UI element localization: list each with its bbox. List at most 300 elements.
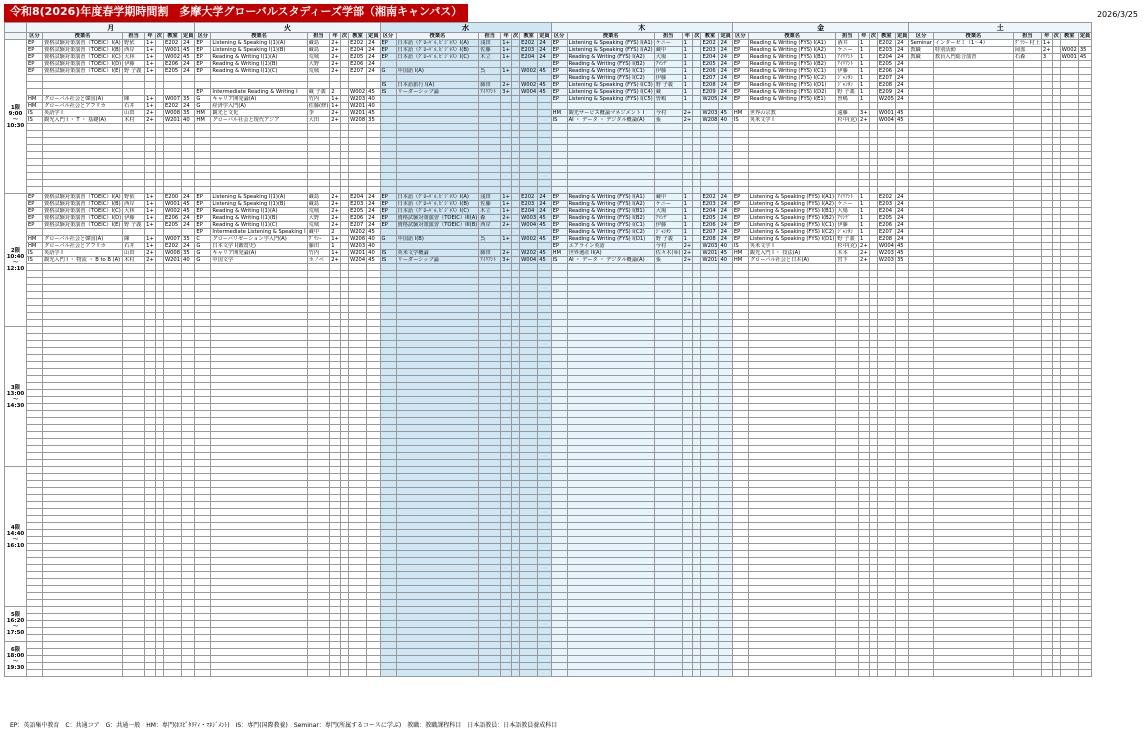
course-cell [1041,341,1052,348]
course-cell [349,397,367,404]
course-cell [909,670,934,677]
course-cell [859,642,870,649]
course-cell [182,509,195,516]
course-cell [164,628,182,635]
course-cell [501,614,512,621]
course-cell [479,614,501,621]
course-cell [836,397,859,404]
course-cell: 大場 [654,54,682,61]
course-cell [682,348,693,355]
course-cell [367,544,380,551]
course-cell [511,558,519,565]
course-cell [349,355,367,362]
course-cell [501,138,512,145]
course-cell [367,481,380,488]
course-cell [654,607,682,614]
column-header: 授業名 [211,33,307,40]
course-cell: 1+ [146,54,154,60]
course-cell [145,432,156,439]
course-cell [732,663,748,670]
course-cell: 世界遺産 II(A) [567,250,654,257]
course-cell [501,670,512,677]
course-cell [1041,579,1052,586]
course-cell [211,565,307,572]
course-cell: グローバリゼーション学入門(A) [211,236,307,243]
course-cell [909,404,934,411]
course-cell [340,159,348,166]
course-cell [654,138,682,145]
course-cell [1052,278,1060,285]
course-cell [859,131,870,138]
course-cell [701,558,719,565]
course-cell: G [380,68,396,75]
course-cell: 24 [895,222,908,229]
course-cell [682,390,693,397]
column-header: 年 [501,33,512,40]
course-cell [1052,222,1060,229]
course-cell [182,166,195,173]
course-cell [732,159,748,166]
course-cell [511,425,519,432]
course-cell [380,509,396,516]
course-cell [27,320,43,327]
course-cell [1013,341,1041,348]
course-cell [895,166,908,173]
course-cell [43,439,123,446]
course-cell [551,565,567,572]
course-cell [1013,166,1041,173]
course-cell [195,530,211,537]
course-cell [1060,103,1078,110]
course-cell: 蔵中 [654,47,682,54]
course-cell [501,656,512,663]
timetable [4,22,1092,677]
course-cell [1052,551,1060,558]
course-cell [1013,194,1041,201]
course-cell [123,516,145,523]
course-cell [195,600,211,607]
course-cell [877,131,895,138]
course-cell [1041,418,1052,425]
course-cell [1078,656,1091,663]
course-cell [145,334,156,341]
course-cell [701,397,719,404]
course-cell [43,593,123,600]
course-cell [182,621,195,628]
course-cell [701,481,719,488]
course-cell [895,600,908,607]
course-cell [330,376,341,383]
course-cell [123,607,145,614]
course-cell: 24 [367,215,380,222]
course-cell [1041,236,1052,243]
course-cell [701,586,719,593]
course-cell [538,180,551,187]
course-cell [682,642,693,649]
course-cell [501,572,512,579]
course-cell [693,124,701,131]
course-cell [182,593,195,600]
course-cell [479,159,501,166]
course-cell [367,299,380,306]
course-cell [145,649,156,656]
course-cell [895,579,908,586]
course-cell [836,530,859,537]
course-cell: グローバル社会と現代アジア [211,117,307,124]
course-cell [1060,250,1078,257]
course-cell: EP [380,222,396,229]
course-cell [511,348,519,355]
course-cell [164,180,182,187]
course-cell [1052,166,1060,173]
course-cell [682,264,693,271]
course-cell [330,334,341,341]
course-cell [836,292,859,299]
course-cell [340,152,348,159]
course-cell: 資格試験対策演習（TOEIC）I(E) [43,222,123,229]
course-cell [1041,362,1052,369]
course-cell: 呉 [479,236,501,243]
course-cell [877,320,895,327]
course-cell: 24 [719,194,732,201]
course-cell [1078,110,1091,117]
course-cell [123,152,145,159]
course-cell [693,285,701,292]
course-cell: EP [195,54,211,61]
course-cell [43,663,123,670]
course-cell [719,299,732,306]
course-cell [145,621,156,628]
course-cell: E207 [701,75,719,82]
course-cell [511,117,519,124]
course-cell [732,313,748,320]
course-cell [719,383,732,390]
course-cell [1052,362,1060,369]
course-cell: 1 [682,222,693,229]
course-cell [164,621,182,628]
course-cell [877,124,895,131]
course-cell [693,404,701,411]
course-cell [869,348,877,355]
course-cell [307,285,330,292]
course-cell [551,425,567,432]
course-cell [859,579,870,586]
course-cell: 2 [330,89,341,96]
course-cell [1060,404,1078,411]
course-cell [909,306,934,313]
course-cell [27,544,43,551]
course-cell [869,194,877,201]
course-cell [682,649,693,656]
course-cell [123,376,145,383]
course-cell [27,488,43,495]
course-cell [164,362,182,369]
course-cell [836,558,859,565]
course-cell [732,488,748,495]
course-cell [895,663,908,670]
course-cell [195,642,211,649]
course-cell [836,586,859,593]
course-cell [511,40,519,47]
course-cell: ｱｲﾘｱﾝﾄ [479,89,501,96]
course-cell [164,607,182,614]
course-cell [1078,250,1091,257]
course-cell [182,558,195,565]
course-cell [1078,628,1091,635]
course-cell: 24 [367,208,380,215]
course-cell [693,642,701,649]
course-cell [340,628,348,635]
course-cell [123,82,145,89]
course-cell [479,544,501,551]
course-cell [330,558,341,565]
course-cell [211,152,307,159]
course-cell [693,593,701,600]
course-cell [367,523,380,530]
course-cell [567,390,654,397]
course-cell [1078,40,1091,47]
course-cell [567,453,654,460]
period-label: 3限 13:00 〜 14:30 [5,327,27,467]
course-cell: Reading & Writing (FYS) I(A2) [567,201,654,208]
course-cell [551,544,567,551]
course-cell [367,264,380,271]
course-cell: 荒城 [307,222,330,229]
course-cell [307,355,330,362]
course-cell [479,243,501,250]
course-cell [551,334,567,341]
course-cell [1013,236,1041,243]
course-cell [43,390,123,397]
course-cell [719,544,732,551]
course-cell [520,600,538,607]
course-cell [1078,138,1091,145]
course-cell [479,138,501,145]
course-cell [27,418,43,425]
course-cell [307,614,330,621]
course-cell [145,425,156,432]
course-cell [836,544,859,551]
course-cell [1052,460,1060,467]
course-cell [511,264,519,271]
course-cell: E202 [877,40,895,47]
course-cell [654,432,682,439]
course-cell [164,572,182,579]
course-cell [349,145,367,152]
course-cell [1041,208,1052,215]
course-cell: EP [195,61,211,68]
course-cell [479,355,501,362]
course-cell [349,285,367,292]
course-cell [909,208,934,215]
course-cell [1060,145,1078,152]
course-cell [511,82,519,89]
course-cell [27,390,43,397]
course-cell [195,173,211,180]
course-cell [330,159,341,166]
course-cell: 大田 [307,117,330,124]
course-cell [182,516,195,523]
course-cell [380,320,396,327]
course-cell [869,663,877,670]
course-cell [195,145,211,152]
course-cell [654,418,682,425]
course-cell [182,124,195,131]
course-cell [693,397,701,404]
course-cell [349,82,367,89]
course-cell [349,516,367,523]
course-cell [511,327,519,334]
course-cell [877,341,895,348]
course-cell: Seminar [910,40,932,46]
course-cell [693,229,701,236]
course-cell [1060,411,1078,418]
course-cell [869,411,877,418]
course-cell: 1+ [331,250,339,256]
course-cell [701,572,719,579]
course-cell [367,327,380,334]
course-cell [719,131,732,138]
course-cell [748,299,836,306]
course-cell [501,418,512,425]
course-cell [501,411,512,418]
course-cell [123,383,145,390]
course-cell [1052,446,1060,453]
course-cell [1013,460,1041,467]
course-cell [895,285,908,292]
course-cell [895,460,908,467]
course-cell [340,656,348,663]
day-header: 月 [27,23,195,33]
course-cell [1060,138,1078,145]
course-cell [195,509,211,516]
course-cell [567,152,654,159]
course-cell [330,383,341,390]
course-cell [520,411,538,418]
course-cell [1052,593,1060,600]
course-cell [195,278,211,285]
course-cell [1060,593,1078,600]
course-cell [330,495,341,502]
course-cell [693,75,701,82]
course-cell [1041,495,1052,502]
course-cell [479,362,501,369]
course-cell [693,320,701,327]
course-cell [396,152,479,159]
course-cell [693,145,701,152]
course-cell: 1+ [146,208,154,214]
course-cell: E204 [349,194,367,201]
course-cell [732,306,748,313]
course-cell [164,376,182,383]
course-cell [701,404,719,411]
course-cell [551,187,567,194]
course-cell [501,460,512,467]
course-cell: EP [732,201,748,208]
course-cell [1052,432,1060,439]
course-cell [1078,474,1091,481]
course-cell [520,313,538,320]
course-cell [859,558,870,565]
course-cell [551,467,567,474]
course-cell [479,299,501,306]
course-cell [1013,383,1041,390]
course-cell [869,131,877,138]
course-cell [1041,292,1052,299]
course-cell [164,586,182,593]
course-cell: IS [380,257,396,264]
course-cell: 24 [367,194,380,201]
course-cell [511,523,519,530]
course-cell [719,649,732,656]
course-cell [367,460,380,467]
course-cell: 佐藤 [479,201,501,208]
course-cell [933,68,1013,75]
course-cell [479,411,501,418]
course-cell: 経済学入門(A) [211,103,307,110]
course-cell [567,299,654,306]
course-cell [349,635,367,642]
course-cell: ケニー [836,201,859,208]
course-cell [367,439,380,446]
course-cell [145,271,156,278]
course-cell: 野 子義 [123,222,145,229]
course-cell [145,229,156,236]
course-cell [693,530,701,537]
course-cell [701,278,719,285]
course-cell [349,474,367,481]
course-cell [909,96,934,103]
course-cell [43,530,123,537]
course-cell [701,173,719,180]
course-cell [859,180,870,187]
course-cell [682,369,693,376]
course-cell: E208 [701,236,719,243]
course-cell [654,313,682,320]
course-cell [501,593,512,600]
course-cell: W001 [878,110,894,116]
course-cell: 日本文学 I(鑑賞史) [211,243,307,250]
course-cell [367,642,380,649]
course-cell [1013,593,1041,600]
course-cell [567,502,654,509]
course-cell [1060,425,1078,432]
course-cell [909,390,934,397]
course-cell [511,607,519,614]
course-cell [511,61,519,68]
course-cell: Reading & Writing (FYS) I(E1) [748,96,836,103]
course-cell [330,460,341,467]
course-cell [367,124,380,131]
course-cell [551,649,567,656]
course-cell [27,299,43,306]
course-cell: 呉 [479,68,501,75]
course-cell [380,397,396,404]
course-cell [869,397,877,404]
course-cell [340,355,348,362]
course-cell [1078,453,1091,460]
course-cell [869,110,877,117]
course-cell [567,103,654,110]
course-cell [682,495,693,502]
course-cell [538,670,551,677]
course-cell: E204 [701,54,719,61]
course-cell: EP [732,229,748,236]
course-cell: EP [380,201,396,208]
course-cell [340,278,348,285]
course-cell [1041,390,1052,397]
course-cell [520,446,538,453]
